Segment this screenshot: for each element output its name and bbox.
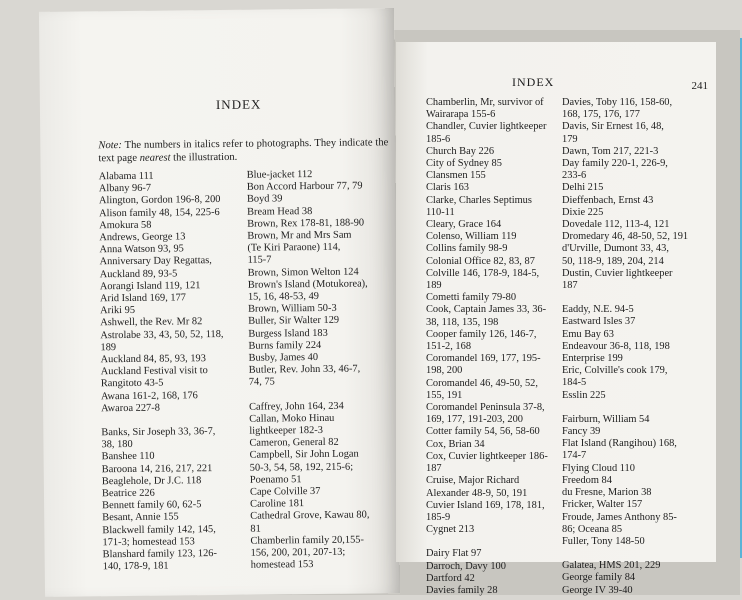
index-entry: 151-2, 168 — [426, 341, 472, 353]
index-entry: 156, 200, 201, 207-13; — [250, 546, 346, 559]
index-entry: Besant, Annie 155 — [102, 511, 179, 524]
index-entry: Flat Island (Rangihou) 168, — [562, 438, 677, 450]
index-gap — [562, 548, 688, 560]
index-entry: Clansmen 155 — [426, 170, 486, 182]
index-entry: Cox, Cuvier lightkeeper 186- — [426, 450, 548, 462]
index-entry: Davies, Toby 116, 158-60, — [562, 97, 673, 108]
index-entry: Delhi 215 — [562, 182, 604, 194]
index-entry: Rangitoto 43-5 — [100, 378, 164, 390]
index-entry: Davis, Sir Ernest 16, 48, — [562, 121, 664, 133]
index-entry: 81 — [250, 523, 261, 535]
index-entry: 179 — [562, 133, 578, 145]
index-entry: 50-3, 54, 58, 192, 215-6; — [249, 461, 354, 474]
index-entry: Cook, Captain James 33, 36- — [426, 304, 547, 316]
index-entry: 169, 177, 191-203, 200 — [426, 414, 523, 426]
index-entry: 198, 200 — [426, 365, 463, 377]
index-entry: Alexander 48-9, 50, 191 — [426, 487, 528, 499]
index-entry: Burgess Island 183 — [248, 327, 328, 340]
index-entry: Darroch, Davy 100 — [426, 560, 506, 572]
index-entry: Banks, Sir Joseph 33, 36-7, — [101, 426, 216, 439]
index-entry: Beatrice 226 — [101, 487, 155, 500]
index-entry: Church Bay 226 — [426, 145, 495, 157]
index-entry: Caroline 181 — [250, 498, 305, 510]
index-entry: Blackwell family 142, 145, — [102, 523, 216, 536]
index-entry: 74, 75 — [248, 376, 275, 389]
index-entry: Colenso, William 119 — [426, 231, 517, 243]
index-entry: 110-11 — [426, 206, 455, 218]
index-entry: Flying Cloud 110 — [562, 462, 635, 474]
index-entry: Freedom 84 — [562, 474, 612, 486]
index-entry: du Fresne, Marion 38 — [562, 487, 652, 499]
index-entry: Beaglehole, Dr J.C. 118 — [101, 475, 202, 488]
italics-note — [98, 136, 388, 165]
index-entry: Cruise, Major Richard — [426, 475, 520, 487]
index-entry: 140, 178-9, 181 — [102, 560, 169, 573]
index-entry: Dustin, Cuvier lightkeeper — [562, 267, 673, 279]
index-entry: Poenamo 51 — [249, 474, 302, 486]
index-entry: 185-9 — [426, 511, 451, 523]
index-entry: Eaddy, N.E. 94-5 — [562, 304, 634, 316]
index-entry: homestead 153 — [250, 559, 314, 571]
index-entry: Collins family 98-9 — [426, 243, 508, 255]
note-text-start: The numbers in italics refer to photographs. They indicate the text page — [98, 137, 389, 165]
index-entry: Dairy Flat 97 — [426, 548, 482, 560]
index-entry: 15, 16, 48-53, 49 — [247, 290, 320, 303]
index-entry: Cape Colville 37 — [249, 486, 321, 498]
index-gap — [562, 292, 688, 304]
index-entry: Enterprise 199 — [562, 353, 623, 365]
index-entry: Esslin 225 — [562, 389, 606, 401]
index-entry: 38, 118, 135, 198 — [426, 316, 499, 328]
index-entry: 168, 175, 176, 177 — [562, 109, 640, 121]
index-entry: Alabama 111 — [98, 170, 154, 183]
index-entry: 233-6 — [562, 170, 587, 182]
index-entry: 115-7 — [247, 254, 272, 267]
index-entry: Busby, James 40 — [248, 352, 319, 364]
index-entry: Banshee 110 — [101, 451, 155, 463]
index-entry: 50, 118-9, 189, 204, 214 — [562, 255, 664, 267]
note-text-end: the illustration. — [173, 151, 238, 164]
index-entry: Ashwell, the Rev. Mr 82 — [100, 316, 203, 329]
page-number: 241 — [691, 80, 708, 92]
index-entry: Awana 161-2, 168, 176 — [100, 389, 198, 402]
right-page — [396, 42, 716, 596]
index-entry: Claris 163 — [426, 182, 470, 194]
index-entry: Fricker, Walter 157 — [562, 499, 643, 511]
index-entry: Cotter family 54, 56, 58-60 — [426, 426, 540, 438]
index-entry: Galatea, HMS 201, 229 — [562, 560, 661, 572]
index-entry: 187 — [426, 463, 442, 475]
index-entry: Davies family 28 — [426, 584, 498, 596]
index-entry: Clarke, Charles Septimus — [426, 194, 532, 206]
index-entry: Auckland 89, 93-5 — [99, 268, 178, 280]
index-entry: 184-5 — [562, 377, 587, 389]
index-entry: Coromandel 169, 177, 195- — [426, 353, 541, 365]
left-page — [39, 8, 400, 597]
index-gap — [562, 402, 688, 414]
index-entry: Blanshard family 123, 126- — [102, 548, 217, 561]
index-entry: 187 — [562, 280, 578, 292]
index-entry: 174-7 — [562, 450, 587, 462]
index-entry: Chamberlin family 20,155- — [250, 534, 364, 547]
index-entry: Dieffenbach, Ernst 43 — [562, 194, 654, 206]
index-entry: Fairburn, William 54 — [562, 413, 650, 425]
index-entry: Eric, Colville's cook 179, — [562, 365, 668, 377]
index-entry: Brown, Mr and Mrs Sam — [247, 229, 352, 242]
index-entry: Boyd 39 — [246, 193, 283, 206]
index-entry: (Te Kiri Paraone) 114, — [247, 241, 341, 254]
index-entry: Dovedale 112, 113-4, 121 — [562, 219, 670, 231]
index-entry: Day family 220-1, 226-9, — [562, 158, 668, 170]
index-entry: George IV 39-40 — [562, 584, 633, 596]
index-entry: Alington, Gordon 196-8, 200 — [98, 194, 221, 207]
index-entry: Cometti family 79-80 — [426, 292, 517, 304]
index-entry: Blue-jacket 112 — [246, 169, 313, 181]
index-entry: 185-6 — [426, 133, 451, 145]
index-entry: Cox, Brian 34 — [426, 438, 485, 450]
left-index-column-1 — [99, 170, 226, 574]
index-entry: Froude, James Anthony 85- — [562, 511, 677, 523]
index-entry: Albany 96-7 — [98, 182, 152, 195]
index-entry: Cygnet 213 — [426, 524, 475, 536]
index-entry: Arid Island 169, 177 — [99, 292, 187, 305]
index-entry: Dromedary 46, 48-50, 52, 191 — [562, 231, 689, 243]
index-entry: Aorangi Island 119, 121 — [99, 280, 201, 293]
index-entry: 189 — [426, 280, 442, 292]
index-entry: Coromandel 46, 49-50, 52, — [426, 377, 538, 389]
index-entry: Bon Accord Harbour 77, 79 — [246, 180, 363, 193]
index-entry: 171-3; homestead 153 — [102, 536, 195, 549]
index-entry: Brown, Simon Welton 124 — [247, 266, 359, 279]
index-entry: Caffrey, John 164, 234 — [249, 400, 344, 413]
index-entry: Wairarapa 155-6 — [426, 109, 496, 121]
index-entry: Dixie 225 — [562, 206, 604, 218]
index-entry: Baroona 14, 216, 217, 221 — [101, 462, 213, 475]
index-entry: Brown, Rex 178-81, 188-90 — [247, 217, 365, 230]
index-entry: Callan, Moko Hinau — [249, 412, 335, 425]
index-entry: Chamberlin, Mr, survivor of — [426, 97, 544, 108]
index-entry: Eastward Isles 37 — [562, 316, 636, 328]
index-entry: 155, 191 — [426, 389, 463, 401]
index-entry: 86; Oceana 85 — [562, 523, 623, 535]
index-entry: Astrolabe 33, 43, 50, 52, 118, — [100, 328, 224, 341]
index-entry: Alison family 48, 154, 225-6 — [99, 206, 220, 219]
note-emphasis: nearest — [139, 152, 171, 164]
index-entry: Brown, William 50-3 — [248, 303, 337, 315]
index-entry: Colville 146, 178-9, 184-5, — [426, 267, 540, 279]
index-entry: Cleary, Grace 164 — [426, 219, 502, 231]
index-entry: Amokura 58 — [99, 219, 152, 232]
right-index-column-2 — [562, 97, 688, 597]
index-gap — [426, 536, 548, 548]
index-entry: Anniversary Day Regattas, — [99, 255, 212, 268]
index-entry: Cooper family 126, 146-7, — [426, 328, 537, 340]
index-entry: Campbell, Sir John Logan — [249, 449, 359, 462]
index-entry: Dartford 42 — [426, 572, 475, 584]
index-entry: Cuvier Island 169, 178, 181, — [426, 499, 545, 511]
index-entry: Fancy 39 — [562, 426, 601, 438]
index-entry: George family 84 — [562, 572, 636, 584]
index-entry: Cathedral Grove, Kawau 80, — [250, 509, 370, 523]
index-entry: Anna Watson 93, 95 — [99, 243, 184, 256]
index-entry: City of Sydney 85 — [426, 158, 502, 170]
index-entry: Awaroa 227-8 — [101, 402, 160, 415]
index-entry: Dawn, Tom 217, 221-3 — [562, 145, 659, 157]
index-entry: Chandler, Cuvier lightkeeper — [426, 121, 547, 133]
index-entry: Brown's Island (Motukorea), — [247, 278, 368, 291]
index-entry: Buller, Sir Walter 129 — [248, 315, 340, 328]
index-entry: 38, 180 — [101, 439, 133, 451]
index-entry: 189 — [100, 341, 117, 354]
index-entry: lightkeeper 182-3 — [249, 424, 323, 437]
index-entry: Coromandel Peninsula 37-8, — [426, 402, 545, 414]
index-entry: Fuller, Tony 148-50 — [562, 535, 645, 547]
index-entry: Butler, Rev. John 33, 46-7, — [248, 363, 361, 376]
index-entry: Bream Head 38 — [246, 205, 313, 218]
index-entry: Ariki 95 — [100, 305, 136, 317]
index-entry: Cameron, General 82 — [249, 437, 339, 449]
index-entry: d'Urville, Dumont 33, 43, — [562, 243, 669, 255]
index-entry: Auckland 84, 85, 93, 193 — [100, 353, 206, 366]
right-page-heading: INDEX — [512, 75, 555, 89]
index-entry: Colonial Office 82, 83, 87 — [426, 255, 535, 267]
index-entry: Endeavour 36-8, 118, 198 — [562, 340, 670, 352]
index-entry: Bennett family 60, 62-5 — [102, 499, 202, 512]
index-entry: Emu Bay 63 — [562, 328, 614, 340]
note-label: Note: — [98, 140, 122, 152]
index-entry: Auckland Festival visit to — [100, 365, 208, 378]
left-page-heading: INDEX — [215, 96, 262, 113]
left-index-column-2 — [247, 168, 371, 572]
index-entry: Burns family 224 — [248, 339, 322, 352]
right-index-column-1 — [426, 97, 548, 597]
index-entry: Andrews, George 13 — [99, 231, 186, 244]
